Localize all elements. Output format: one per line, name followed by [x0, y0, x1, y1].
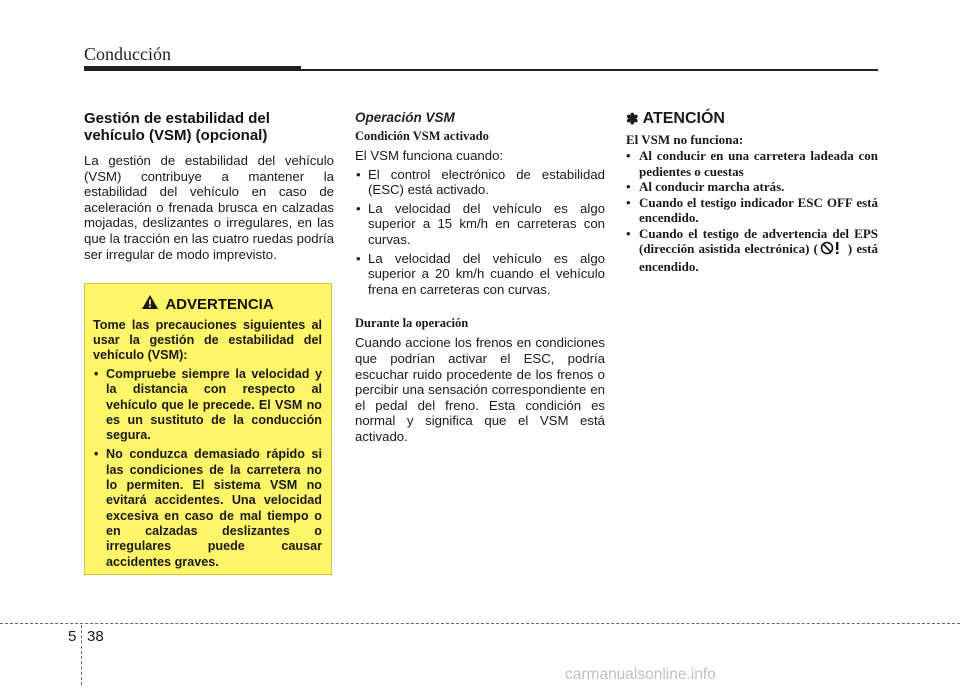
warning-title: ADVERTENCIA: [165, 296, 274, 313]
column-1: [84, 110, 334, 262]
section-title: Conducción: [84, 44, 171, 64]
condition-list: [355, 167, 605, 298]
column-2: [355, 110, 605, 445]
attention-title: ATENCIÓN: [642, 110, 725, 127]
condition-item: • La velocidad del vehículo es algo superior a 15 km/h en carreteras con curvas.: [356, 200, 605, 247]
during-paragraph: Cuando accione los frenos en condiciones que podrían activar el ESC, podría escuchar ruido procedente de los frenos o percibir una sensación correspondiente en el pedal del freno. Esta condición es normal y significa que el VSM está activado.: [355, 335, 605, 444]
operation-subheading: Operación VSM: [355, 110, 455, 125]
condition-item: • El control electrónico de estabilidad (ESC) está activado.: [356, 166, 605, 198]
during-title: Durante la operación: [355, 316, 469, 331]
watermark: carmanualsonline.info: [565, 666, 716, 683]
attention-star-icon: ✽: [626, 111, 639, 128]
attention-list: [626, 148, 878, 274]
condition-intro: El VSM funciona cuando:: [355, 148, 504, 163]
condition-title: Condición VSM activado: [355, 129, 489, 143]
condition-item: • La velocidad del vehículo es algo superior a 20 km/h cuando el vehículo frena en carreteras con curvas.: [356, 250, 605, 297]
vsm-intro-paragraph: La gestión de estabilidad del vehículo (VSM) contribuye a mantener la estabilidad del vehículo en caso de aceleración o frenada brusca en calzadas mojadas, deslizantes o irregulares, en las que la tracción en las cuatro ruedas podría ser irregular de modo imprevisto.: [84, 153, 334, 262]
warning-box: [84, 283, 332, 575]
attention-item: • Al conducir en una carretera ladeada con pedientes o cuestas: [626, 148, 878, 179]
attention-item: • Cuando el testigo de advertencia del EPS (dirección asistida electrónica) ( ) está encendido.: [626, 225, 878, 274]
attention-subtitle: El VSM no funciona:: [626, 132, 744, 147]
attention-item: • Al conducir marcha atrás.: [626, 179, 785, 194]
attention-item: • Cuando el testigo indicador ESC OFF está encendido.: [626, 194, 878, 225]
footer-vertical-divider: [81, 625, 82, 685]
column-3: [626, 110, 878, 274]
header-rule-thin: [301, 69, 878, 71]
warning-item: • No conduzca demasiado rápido si las condiciones de la carretera no lo permiten. El sistema VSM no evitará accidentes. Una velocidad excesiva en caso de mal tiempo o en calzadas deslizantes o irregulares puede causar accidentes graves.: [94, 447, 322, 569]
warning-triangle-icon: [141, 294, 159, 315]
page-number: 38: [87, 628, 104, 645]
warning-list: [93, 367, 322, 570]
eps-warning-icon: [820, 241, 846, 259]
attention-header: [626, 110, 878, 128]
warning-header: [93, 294, 322, 315]
chapter-number: 5: [68, 628, 77, 645]
warning-item: • Compruebe siempre la velocidad y la distancia con respecto al vehículo que le precede. El VSM no es un sustituto de la conducción segura.: [94, 367, 322, 443]
warning-intro: Tome las precauciones siguientes al usar la gestión de estabilidad del vehículo (VSM):: [93, 318, 322, 362]
header-rule-thick: [84, 66, 301, 71]
vsm-heading: Gestión de estabilidad del vehículo (VSM) (opcional): [84, 110, 270, 144]
footer-divider: [0, 623, 960, 624]
